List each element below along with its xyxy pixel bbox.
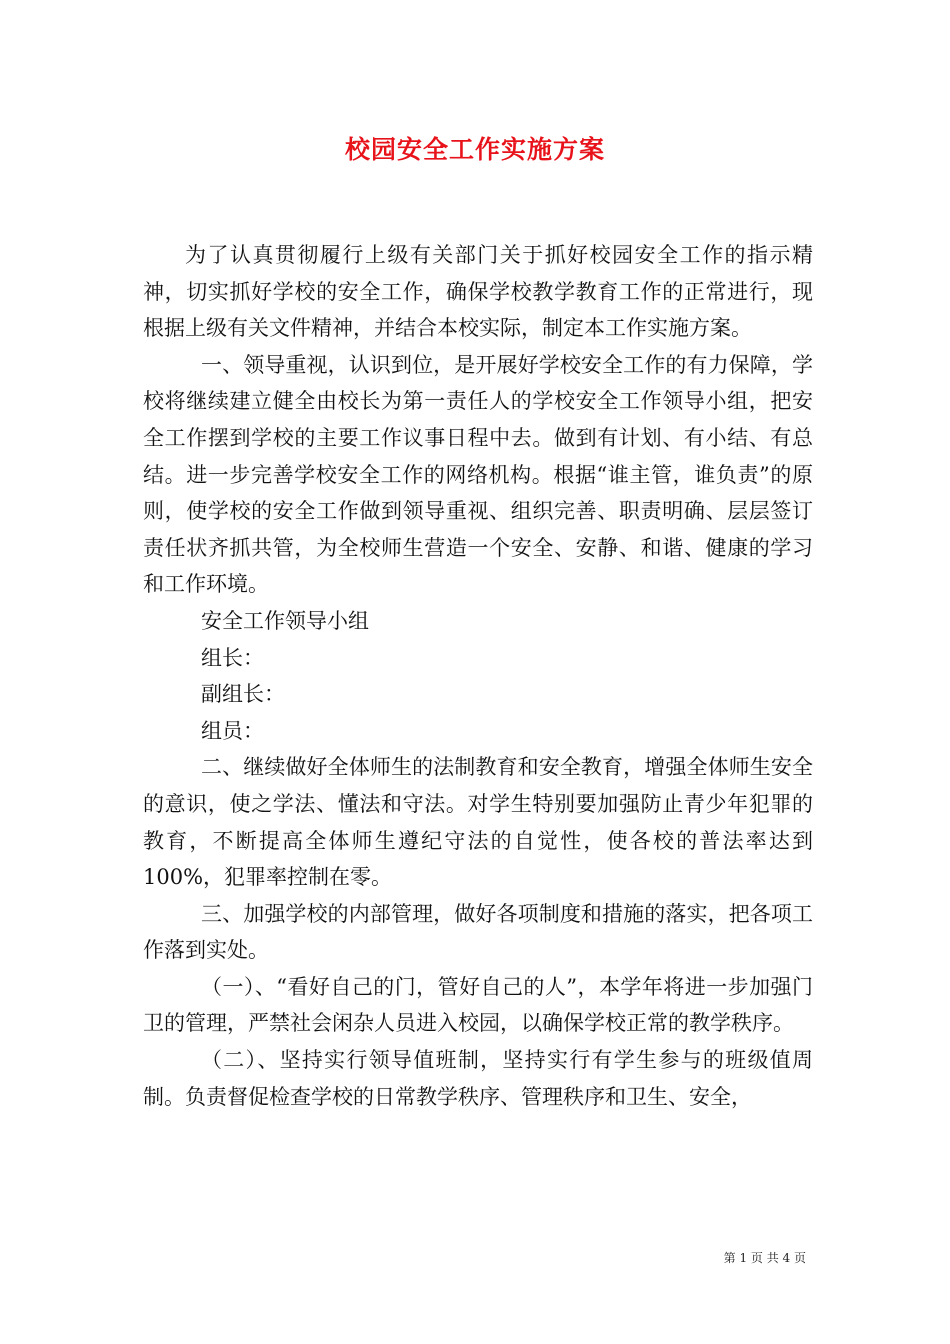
subsection-1-paragraph: （一）、“看好自己的门，管好自己的人”，本学年将进一步加强门卫的管理，严禁社会闲杂人员进入校园，以确保学校正常的教学秩序。 <box>143 974 813 1036</box>
intro-paragraph: 为了认真贯彻履行上级有关部门关于抓好校园安全工作的指示精神，切实抓好学校的安全工作，确保学校教学教育工作的正常进行，现根据上级有关文件精神，并结合本校实际，制定本工作实施方案。 <box>143 243 813 341</box>
section-2-paragraph: 二、继续做好全体师生的法制教育和安全教育，增强全体师生安全的意识，使之学法、懂法和守法。对学生特别要加强防止青少年犯罪的教育，不断提高全体师生遵纪守法的自觉性，使各校的普法率达到100%，犯罪率控制在零。 <box>143 755 813 890</box>
document-body <box>143 237 813 1115</box>
section-3-paragraph: 三、加强学校的内部管理，做好各项制度和措施的落实，把各项工作落到实处。 <box>143 901 813 963</box>
page-number-footer: 第 1 页 共 4 页 <box>723 1251 806 1265</box>
subsection-2-paragraph: （二）、坚持实行领导值班制，坚持实行有学生参与的班级值周制。负责督促检查学校的日常教学秩序、管理秩序和卫生、安全， <box>143 1048 813 1109</box>
group-leader-line: 组长： <box>201 645 264 670</box>
group-members-line: 组员： <box>201 718 264 743</box>
section-1-paragraph: 一、领导重视，认识到位，是开展好学校安全工作的有力保障，学校将继续建立健全由校长为第一责任人的学校安全工作领导小组，把安全工作摆到学校的主要工作议事日程中去。做到有计划、有小结、有总结。进一步完善学校安全工作的网络机构。根据“谁主管，谁负责”的原则，使学校的安全工作做到领导重视、组织完善、职责明确、层层签订责任状齐抓共管，为全校师生营造一个安全、安静、和谐、健康的学习和工作环境。 <box>143 352 813 597</box>
group-deputy-line: 副组长： <box>201 682 285 707</box>
leadership-group-title: 安全工作领导小组 <box>201 608 369 633</box>
document-title: 校园安全工作实施方案 <box>344 135 605 164</box>
